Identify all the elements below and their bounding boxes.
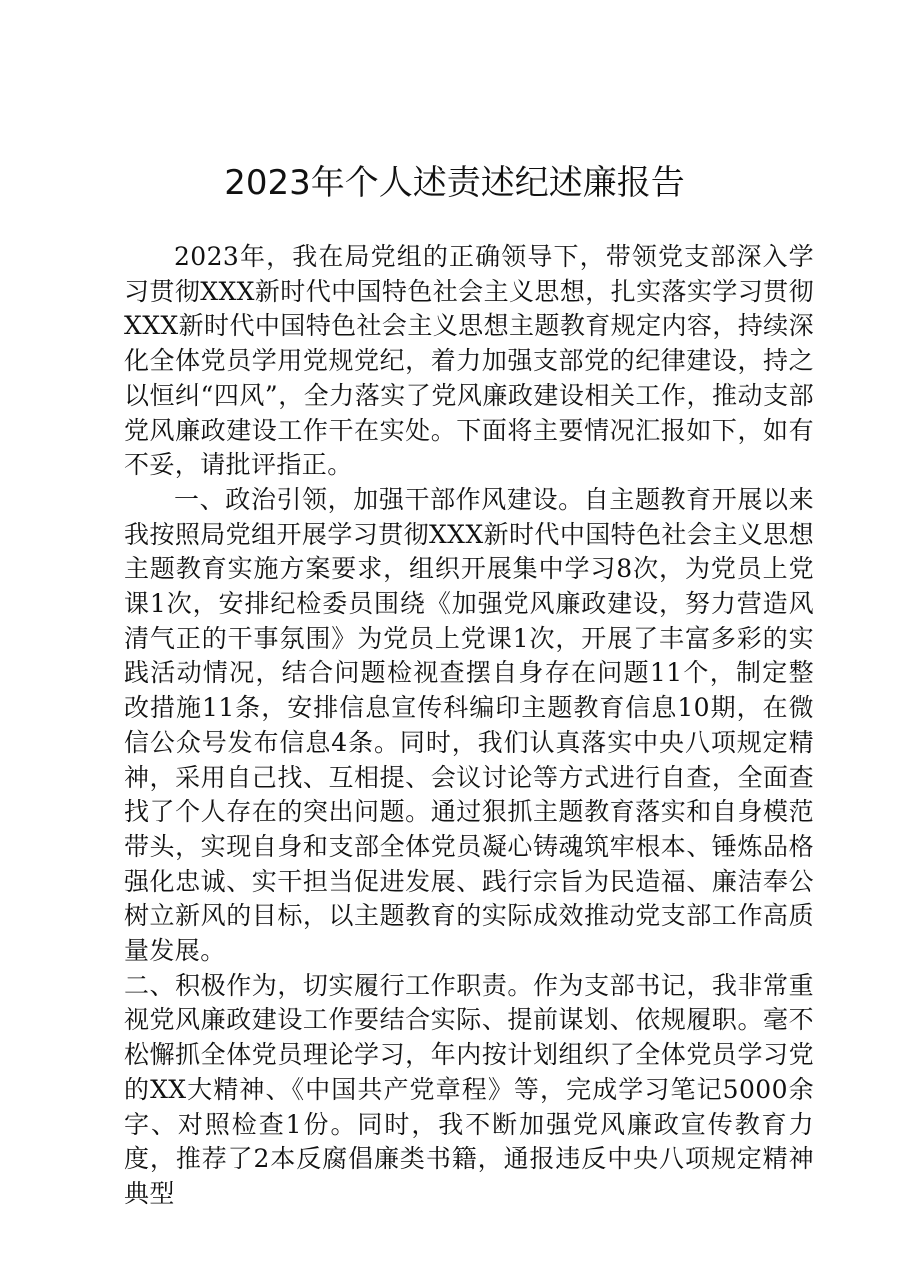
paragraph-section-one: 一、政治引领，加强干部作风建设。自主题教育开展以来我按照局党组开展学习贯彻XXX新时代中国特色社会主义思想主题教育实施方案要求，组织开展集中学习8次，为党员上党课1次，安排纪检委员围绕《加强党风廉政建设，努力营造风清气正的干事氛围》为党员上党课1次，开展了丰富多彩的实践活动情况，结合问题检视查摆自身存在问题11个，制定整改措施11条，安排信息宣传科编印主题教育信息10期，在微信公众号发布信息4条。同时，我们认真落实中央八项规定精神，采用自己找、互相提、会议讨论等方式进行自查，全面查找了个人存在的突出问题。通过狠抓主题教育落实和自身模范带头，实现自身和支部全体党员凝心铸魂筑牢根本、锤炼品格强化忠诚、实干担当促进发展、践行宗旨为民造福、廉洁奉公树立新风的目标，以主题教育的实际成效推动党支部工作高质量发展。 (124, 484, 814, 966)
paragraph-intro: 2023年，我在局党组的正确领导下，带领党支部深入学习贯彻XXX新时代中国特色社会主义思想，扎实落实学习贯彻XXX新时代中国特色社会主义思想主题教育规定内容，持续深化全体党员学用党规党纪，着力加强支部党的纪律建设，持之以恒纠“四风”，全力落实了党风廉政建设相关工作，推动支部党风廉政建设工作干在实处。下面将主要情况汇报如下，如有不妥，请批评指正。 (124, 242, 814, 480)
paragraph-section-two: 二、积极作为，切实履行工作职责。作为支部书记，我非常重视党风廉政建设工作要结合实际、提前谋划、依规履职。毫不松懈抓全体党员理论学习，年内按计划组织了全体党员学习党的XX大精神、《中国共产党章程》等，完成学习笔记5000余字、对照检查1份。同时，我不断加强党风廉政宣传教育力度，推荐了2本反腐倡廉类书籍，通报违反中央八项规定精神典型 (124, 970, 814, 1208)
document-body (124, 240, 814, 1212)
document-title: 2023年个人述责述纪述廉报告 (224, 163, 685, 203)
